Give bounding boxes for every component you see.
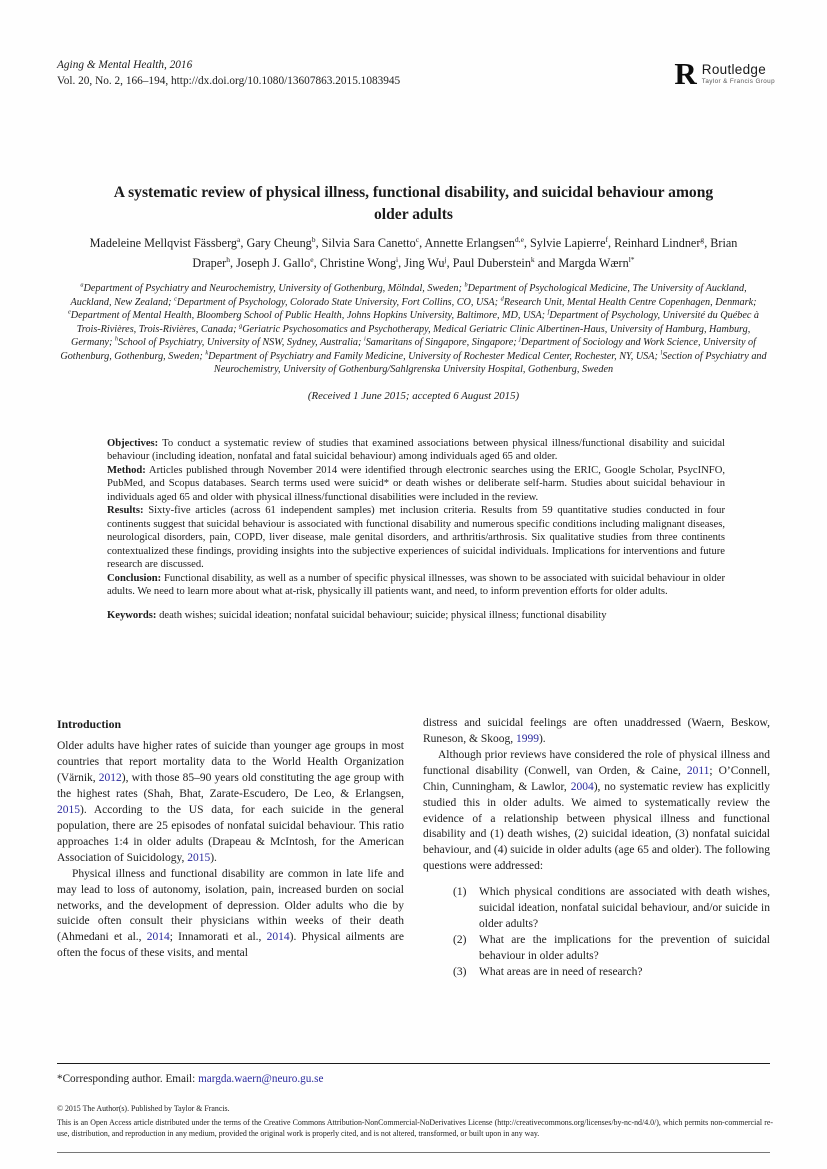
link[interactable]: margda.waern@neuro.gu.se [198, 1073, 324, 1085]
link[interactable]: 2011 [686, 764, 710, 777]
publisher-name: Routledge [701, 62, 767, 78]
body-columns [57, 716, 770, 981]
copyright-block [57, 1103, 773, 1139]
list-item-number: (1) [453, 886, 467, 899]
link[interactable]: 1999 [515, 732, 539, 745]
license-text: This is an Open Access article distributed under the terms of the Creative Commons Attribution-NonCommercial-NoDerivatives License (http://creativecommons.org/licenses/by-nc-nd/4.0/), which permits non-commercial re-use, distribution, and reproduction in any medium, provided the original work is properly cited, and is not altered, transformed, or built upon in any way. [57, 1118, 773, 1139]
list-item-number: (3) [453, 965, 467, 978]
abstract-objectives: Objectives: To conduct a systematic review of studies that examined associations between physical illness/functional disability and suicidal behaviour (including ideation, nonfatal and fatal suicidal behaviour) among individuals aged 65 and older. [107, 438, 725, 463]
journal-volume-doi: Vol. 20, No. 2, 166–194, http://dx.doi.org/10.1080/13607863.2015.1083945 [57, 75, 401, 88]
intro-paragraph-1: Older adults have higher rates of suicide than younger age groups in most countries that report mortality data to the World Health Organization (Värnik, 2012), with those 85–90 years old constituting the age group with the highest rates (Shah, Bhat, Zarate-Escudero, De Leo, & Erlangsen, 2015). According to the US data, for each suicide in the general population, there are 25 episodes of nonfatal suicidal behaviour. This ratio approaches 1:4 in older adults (Drapeau & McIntosh, for the American Association of Suicidology, 2015). [57, 740, 404, 864]
list-item-number: (2) [453, 933, 467, 946]
title-block [0, 182, 827, 402]
intro-paragraph-2: Physical illness and functional disability are common in late life and may lead to loss of autonomy, isolation, pain, increased burden on social networks, and the development of depression. Older adults who die by suicide often consult their physicians within weeks of their death (Ahmedani et al., 2014; Innamorati et al., 2014). Physical ailments are often the focus of these visits, and mental [57, 867, 404, 960]
abstract-results: Results: Sixty-five articles (across 61 independent samples) met inclusion criteria. Results from 59 quantitative studies conducted in four continents suggest that suicidal behaviour is associated with functional disability and numerous specific conditions including malignant diseases, neurological disorders, pain, COPD, liver disease, male genital disorders, and arthritis/arthrosis. Six qualitative studies from three continents contextualized these findings, providing insights into the subjective experiences of suicidal individuals. Implications for interventions and future research are discussed. [107, 505, 725, 571]
journal-header [57, 57, 400, 90]
link[interactable]: 2014 [146, 931, 170, 944]
corresponding-author-note: *Corresponding author. Email: margda.waern@neuro.gu.se [57, 1073, 324, 1085]
left-column [57, 716, 404, 981]
intro-paragraph-3: distress and suicidal feelings are often unaddressed (Waern, Beskow, Runeson, & Skoog, 1999). [423, 717, 770, 745]
link[interactable]: 2012 [98, 772, 122, 785]
keywords: Keywords: death wishes; suicidal ideation; nonfatal suicidal behaviour; suicide; physical illness; functional disability [107, 610, 607, 622]
received-dates: (Received 1 June 2015; accepted 6 August 2015) [307, 390, 520, 402]
publisher-tagline: Taylor & Francis Group [701, 78, 775, 86]
section-heading-introduction: Introduction [57, 717, 122, 731]
routledge-logo-icon: R [674, 56, 697, 91]
routledge-logo [674, 56, 775, 91]
list-item-text: Which physical conditions are associated with death wishes, suicidal ideation, nonfatal suicidal behaviour, and/or suicide in older adults? [479, 886, 770, 931]
right-column [423, 716, 770, 981]
article-title: A systematic review of physical illness, functional disability, and suicidal behaviour among older adults [113, 184, 714, 223]
list-item [453, 965, 770, 981]
link[interactable]: 2004 [570, 780, 594, 793]
page-bottom-rule [57, 1152, 770, 1153]
list-item-text: What are the implications for the prevention of suicidal behaviour in older adults? [479, 933, 770, 962]
affiliations: $^a$Department of Psychiatry and Neurochemistry, University of Gothenburg, Mölndal, Sweden; $^b$Department of Psychological Medicine, The University of Auckland, Auckland, New Zealand; $^c$Department of Psychology, Colorado State University, Fort Collins, CO, USA; $^d$Research Unit, Mental Health Centre Copenhagen, Denmark; $^e$Department of Mental Health, Bloomberg School of Public Health, Johns Hopkins University, Baltimore, MD, USA; $^f$Department of Psychology, Université du Québec à Trois-Rivières, Trois-Rivières, Canada; $^g$Geriatric Psychosomatics and Psychotherapy, Medical Geriatric Clinic Albertinen-Haus, University of Hamburg, Hamburg, Germany; $^h$School of Psychiatry, University of NSW, Sydney, Australia; $^i$Samaritans of Singapore, Singapore; $^j$Department of Sociology and Work Science, University of Gothenburg, Gothenburg, Sweden; $^k$Department of Psychiatry and Family Medicine, University of Rochester Medical Center, Rochester, NY, USA; $^l$Section of Psychiatry and Neurochemistry, University of Gothenburg/Sahlgrenska University Hospital, Gothenburg, Sweden [60, 281, 767, 376]
abstract-conclusion: Conclusion: Functional disability, as well as a number of specific physical illnesses, was shown to be associated with suicidal behaviour in older adults. We need to learn more about what at-risk, physically ill patients want, and need, to inform prevention efforts for older adults. [107, 572, 725, 597]
abstract [107, 437, 725, 623]
list-item [453, 885, 770, 933]
copyright-line: © 2015 The Author(s). Published by Taylor & Francis. [57, 1104, 230, 1113]
intro-paragraph-4: Although prior reviews have considered the role of physical illness and functional disability (Conwell, van Orden, & Caine, 2011; O’Connell, Chin, Cunningham, & Lawlor, 2004), no systematic review has explicitly studied this in older adults. We aimed to systematically review the evidence of a relationship between physical illness and functional disability and (1) death wishes, (2) suicidal ideation, (3) nonfatal suicidal behaviour, and (4) suicide in older adults (age 65 and older). The following questions were addressed: [423, 748, 771, 873]
research-questions-list [453, 885, 770, 981]
journal-name: Aging & Mental Health, 2016 [57, 59, 193, 71]
author-list: Madeleine Mellqvist Fässberg$^a$, Gary Cheung$^b$, Silvia Sara Canetto$^c$, Annette Erlangsen$^{d,e}$, Sylvie Lapierre$^f$, Reinhard Lindner$^g$, Brian Draper$^h$, Joseph J. Gallo$^e$, Christine Wong$^i$, Jing Wu$^j$, Paul Duberstein$^k$ and Margda Wærn$^{l*}$ [89, 234, 738, 270]
link[interactable]: 2014 [266, 931, 290, 944]
link[interactable]: 2015 [187, 851, 211, 864]
link[interactable]: 2015 [57, 804, 80, 817]
abstract-method: Method: Articles published through November 2014 were identified through electronic searches using the ERIC, Google Scholar, PsycINFO, PubMed, and Scopus databases. Search terms used were suicid* or death wishes or deliberate self-harm. Studies about suicidal behaviour in individuals aged 65 and older with physical illness/functional disabilities were included in the review. [107, 464, 725, 503]
list-item-text: What areas are in need of research? [479, 965, 643, 978]
list-item [453, 933, 770, 965]
footnote-divider [57, 1063, 770, 1064]
